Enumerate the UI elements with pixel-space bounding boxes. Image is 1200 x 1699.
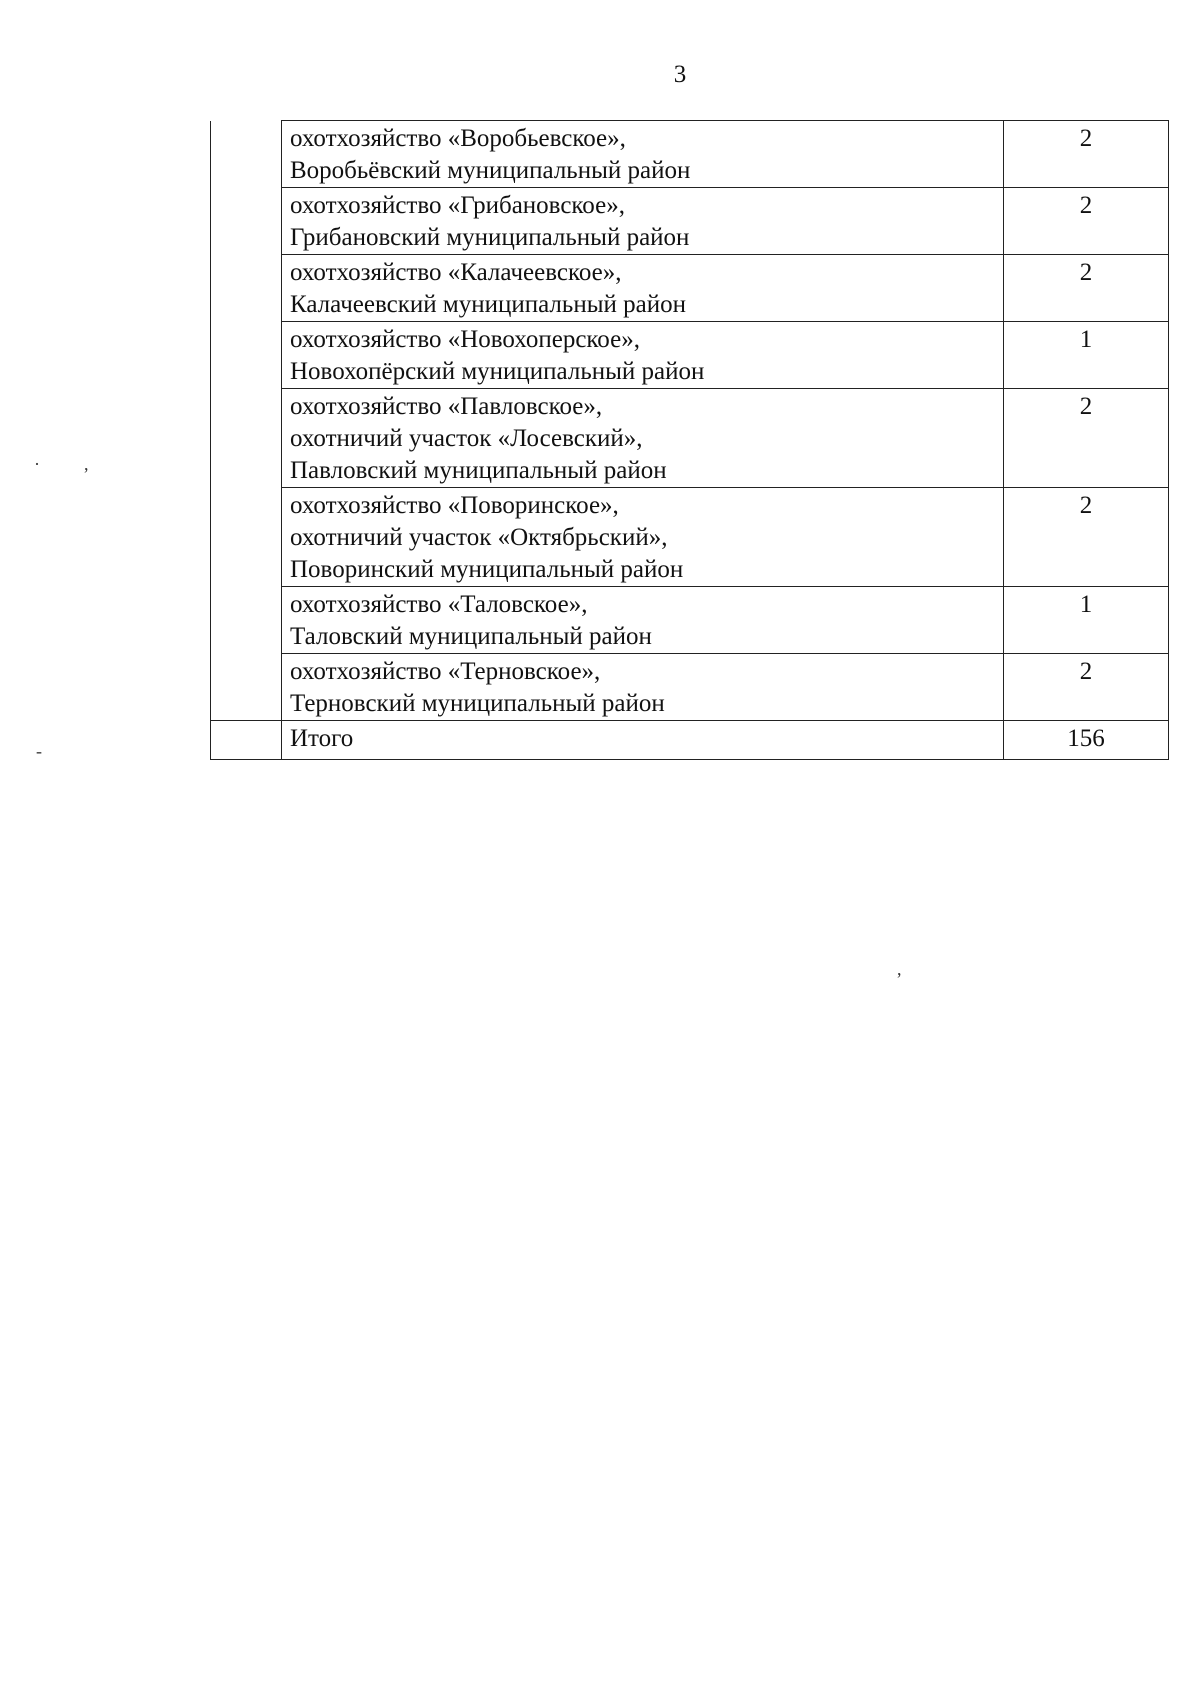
total-row bbox=[211, 721, 1169, 760]
page-number: 3 bbox=[673, 61, 687, 88]
scan-speck: , bbox=[897, 959, 902, 979]
district-name-line: Терновский муниципальный район bbox=[290, 690, 665, 717]
hunting-ground-name-line: охотхозяйство «Новохоперское», bbox=[290, 326, 640, 353]
quantity-cell: 2 bbox=[1004, 654, 1169, 721]
hunting-ground-name-cell bbox=[282, 389, 1004, 488]
hunting-ground-name-cell bbox=[282, 654, 1004, 721]
quantity-cell: 2 bbox=[1004, 121, 1169, 188]
table-row bbox=[211, 488, 1169, 587]
hunting-grounds-table bbox=[210, 120, 1169, 760]
district-name-line: Павловский муниципальный район bbox=[290, 457, 667, 484]
scan-speck: - bbox=[36, 741, 42, 761]
table-row bbox=[211, 255, 1169, 322]
hunting-ground-name-cell bbox=[282, 322, 1004, 389]
district-name-line: Поворинский муниципальный район bbox=[290, 556, 684, 583]
hunting-ground-name-line: охотхозяйство «Грибановское», bbox=[290, 192, 625, 219]
row-number-cell bbox=[211, 121, 282, 721]
table-row bbox=[211, 188, 1169, 255]
scan-speck: , bbox=[84, 454, 89, 474]
hunting-ground-name-line: охотхозяйство «Калачеевское», bbox=[290, 259, 622, 286]
quantity-cell: 2 bbox=[1004, 389, 1169, 488]
hunting-area-name-line: охотничий участок «Октябрьский», bbox=[290, 524, 668, 551]
table-row bbox=[211, 389, 1169, 488]
hunting-ground-name-line: охотхозяйство «Павловское», bbox=[290, 393, 603, 420]
district-name-line: Новохопёрский муниципальный район bbox=[290, 358, 705, 385]
total-value: 156 bbox=[1004, 721, 1169, 760]
hunting-area-name-line: охотничий участок «Лосевский», bbox=[290, 425, 643, 452]
table-body bbox=[211, 121, 1169, 721]
hunting-ground-name-line: охотхозяйство «Поворинское», bbox=[290, 492, 619, 519]
district-name-line: Калачеевский муниципальный район bbox=[290, 291, 686, 318]
hunting-ground-name-line: охотхозяйство «Таловское», bbox=[290, 591, 588, 618]
quantity-cell: 2 bbox=[1004, 188, 1169, 255]
table-row bbox=[211, 587, 1169, 654]
scan-speck: · bbox=[34, 454, 40, 474]
district-name-line: Таловский муниципальный район bbox=[290, 623, 652, 650]
quantity-cell: 2 bbox=[1004, 488, 1169, 587]
quantity-cell: 1 bbox=[1004, 587, 1169, 654]
hunting-ground-name-cell bbox=[282, 488, 1004, 587]
hunting-ground-name-cell bbox=[282, 587, 1004, 654]
hunting-ground-name-line: охотхозяйство «Терновское», bbox=[290, 658, 601, 685]
quantity-cell: 2 bbox=[1004, 255, 1169, 322]
district-name-line: Грибановский муниципальный район bbox=[290, 224, 690, 251]
table-row bbox=[211, 322, 1169, 389]
total-empty-cell bbox=[211, 721, 282, 760]
hunting-ground-name-cell bbox=[282, 188, 1004, 255]
quantity-cell: 1 bbox=[1004, 322, 1169, 389]
hunting-ground-name-line: охотхозяйство «Воробьевское», bbox=[290, 125, 626, 152]
hunting-ground-name-cell bbox=[282, 121, 1004, 188]
total-label: Итого bbox=[282, 721, 1004, 760]
district-name-line: Воробьёвский муниципальный район bbox=[290, 157, 691, 184]
table-row bbox=[211, 654, 1169, 721]
table-row bbox=[211, 121, 1169, 188]
hunting-ground-name-cell bbox=[282, 255, 1004, 322]
